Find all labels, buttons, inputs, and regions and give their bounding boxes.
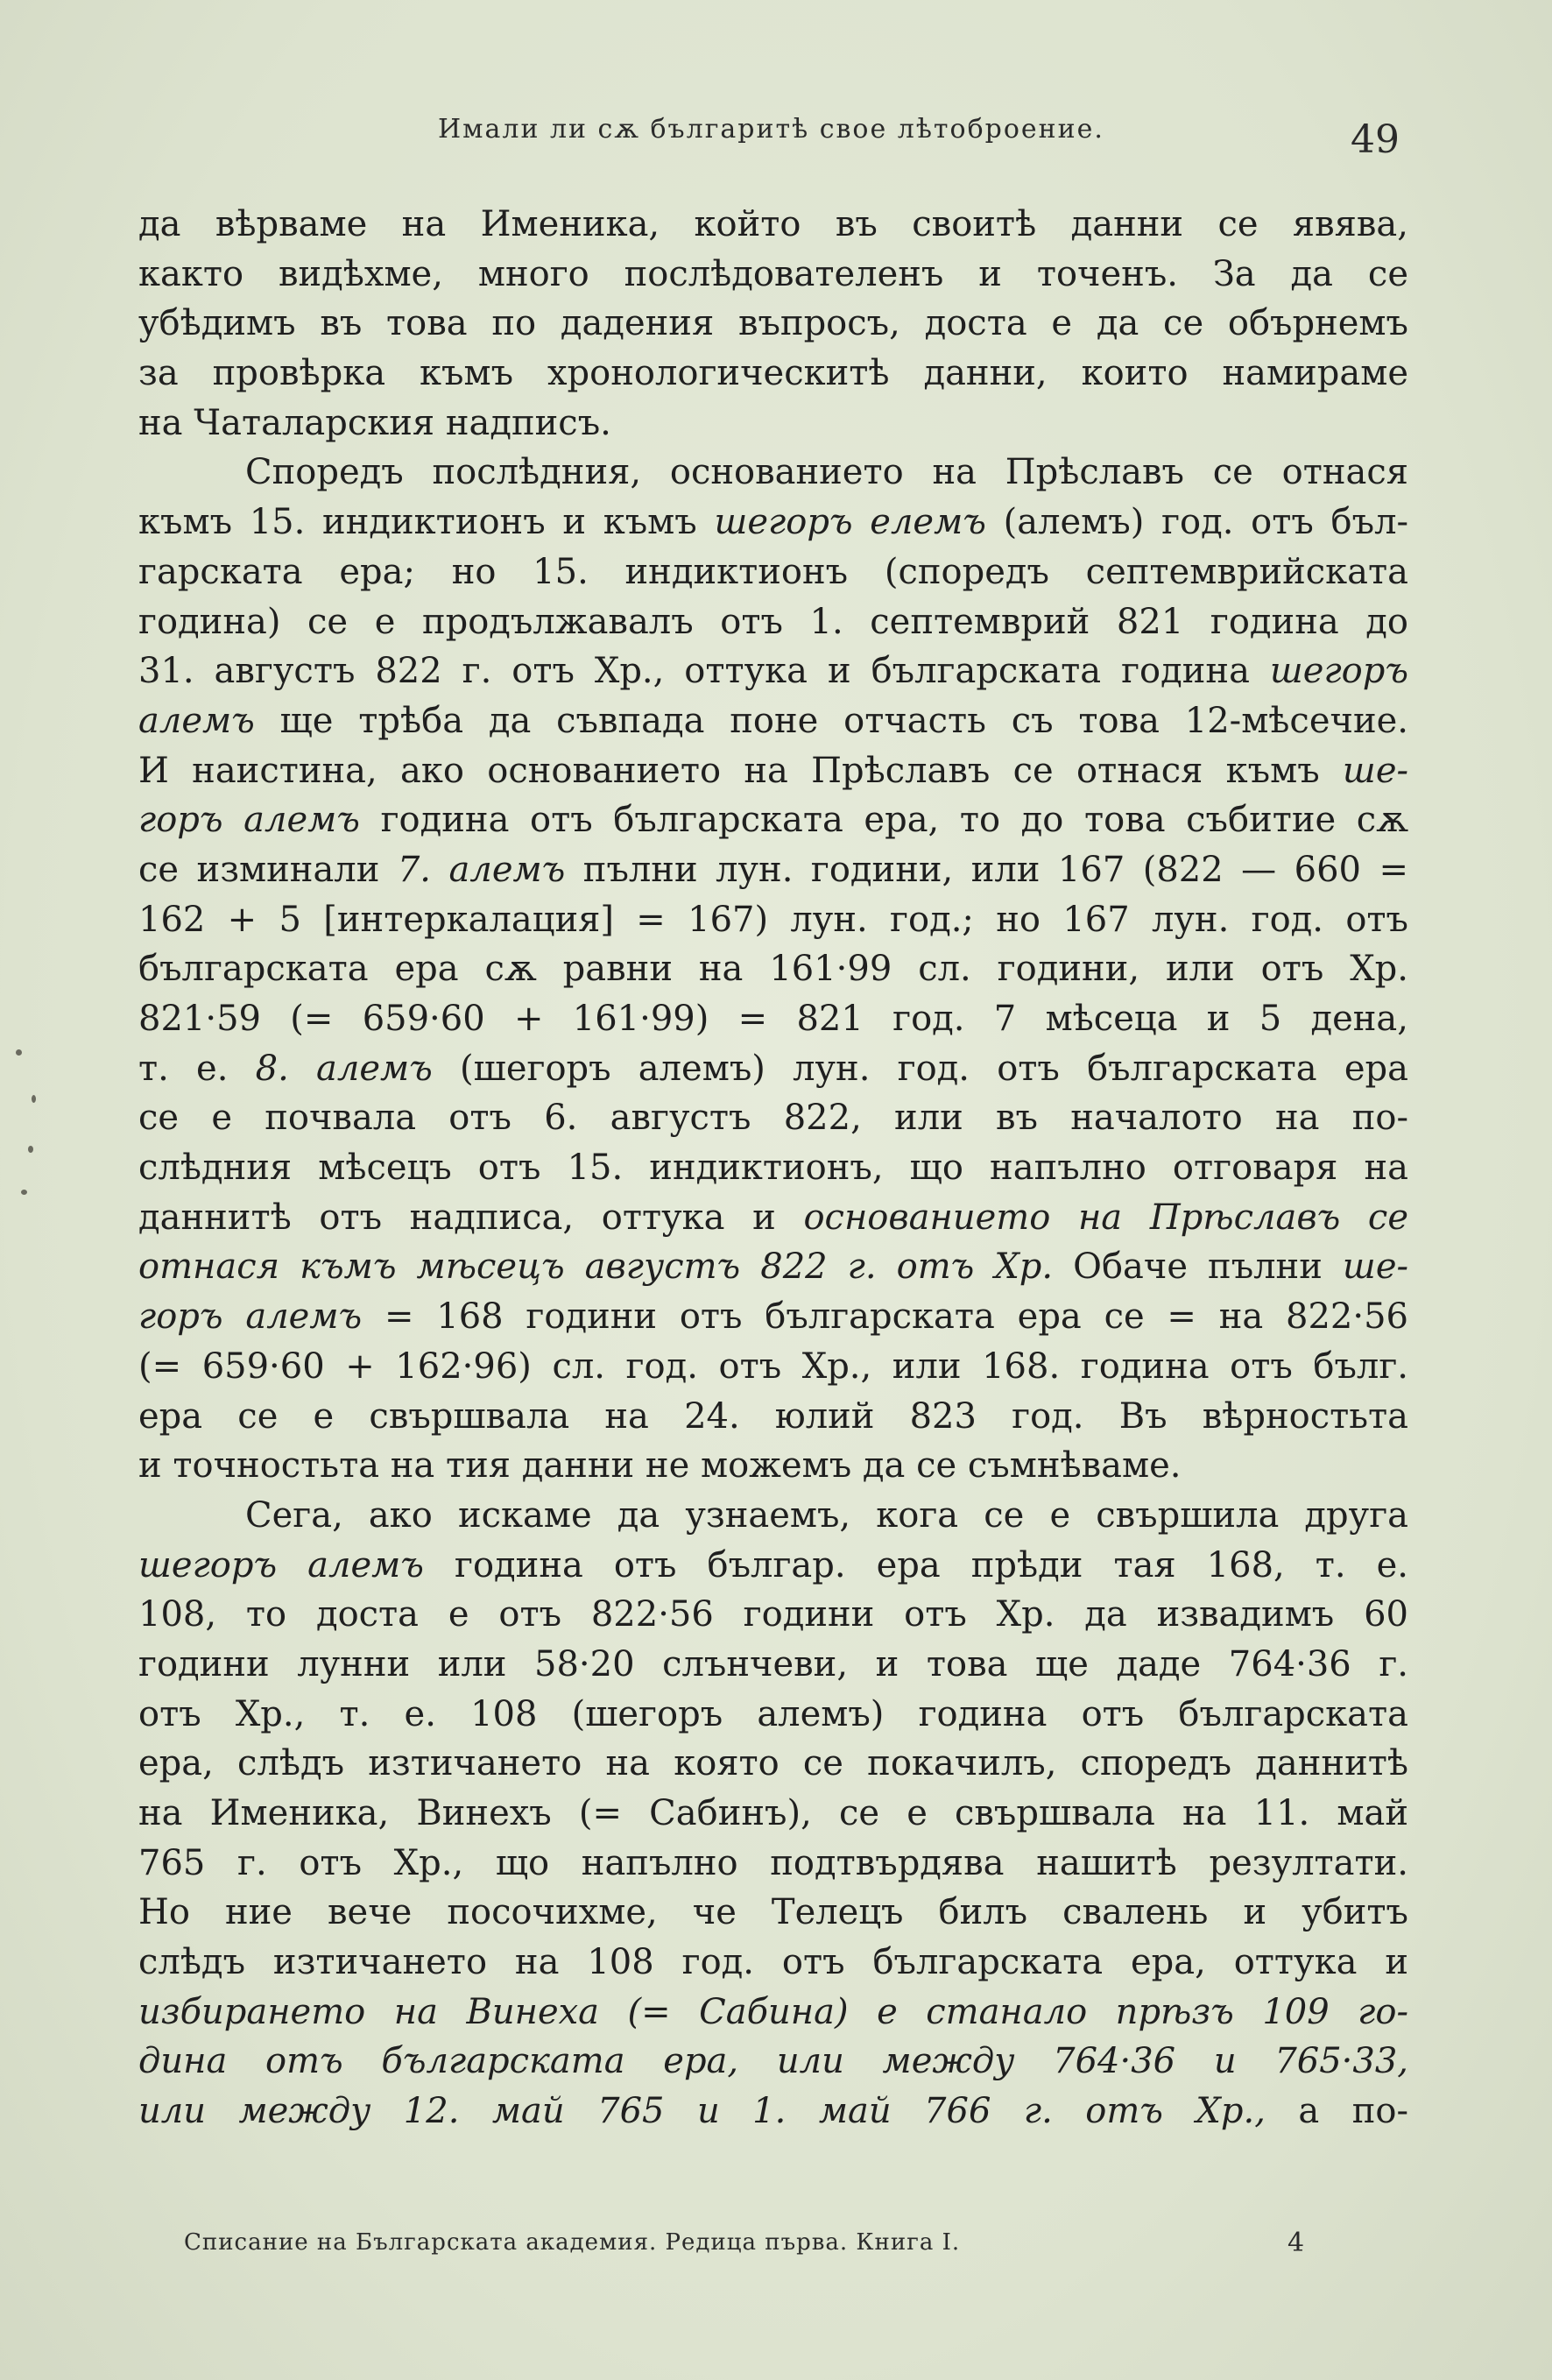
text-line [138, 895, 1408, 945]
text-line [138, 498, 1408, 547]
italic-segment: ше- [1342, 750, 1408, 791]
text-line [138, 448, 1408, 498]
text-line [138, 299, 1408, 349]
text-segment: слѣдния мѣсецъ отъ 15. индиктионъ, що напълно отговаря на [138, 1148, 1408, 1189]
text-segment: ера се е свършвала на 24. юлий 823 год. Въ вѣрностьта [138, 1395, 1408, 1437]
text-line [138, 349, 1408, 399]
text-line [138, 1093, 1408, 1143]
running-title: Имали ли сѫ българитѣ свое лѣтоброение. [438, 114, 1104, 145]
italic-segment: алемъ [138, 700, 255, 741]
text-line [138, 547, 1408, 597]
italic-segment: основанието на Прѣславъ се [803, 1197, 1408, 1238]
text-segment: българската ера сѫ равни на 161·99 сл. години, или отъ Хр. [138, 949, 1408, 990]
text-line [138, 1342, 1408, 1392]
text-segment: а по- [1265, 2091, 1409, 2132]
text-line [138, 597, 1408, 647]
italic-segment: или между 12. май 765 и 1. май 766 г. отъ Хр., [138, 2091, 1266, 2132]
text-line [138, 2087, 1408, 2136]
text-segment: за провѣрка къмъ хронологическитѣ данни, които намираме [138, 353, 1408, 394]
text-segment: (алемъ) год. отъ бъл- [985, 502, 1408, 543]
page-header [140, 103, 1410, 165]
text-line [138, 2037, 1408, 2087]
text-line [138, 1640, 1408, 1690]
margin-specks [9, 1042, 44, 1218]
text-segment: на Чаталарския надписъ. [138, 402, 611, 443]
text-segment: година) се е продължавалъ отъ 1. септемврий 821 година до [138, 601, 1408, 642]
text-segment: гарската ера; но 15. индиктионъ (споредъ септемврийската [138, 551, 1408, 592]
text-segment: 162 + 5 [интеркалация] = 167) лун. год.; но 167 лун. год. отъ [138, 899, 1408, 940]
text-line [138, 1392, 1408, 1442]
text-segment: т. е. [138, 1048, 256, 1089]
italic-segment: шегоръ елемъ [714, 502, 986, 543]
text-segment: Споредъ послѣдния, основанието на Прѣславъ се отнася [245, 452, 1408, 493]
italic-segment: 8. алемъ [255, 1048, 433, 1089]
text-segment: и точностьта на тия данни не можемъ да се съмнѣваме. [138, 1445, 1182, 1487]
text-segment: (шегоръ алемъ) лун. год. отъ българската ера [432, 1048, 1408, 1089]
signature-mark: 4 [1287, 2228, 1305, 2258]
text-line [138, 746, 1408, 796]
text-segment: ще трѣба да съвпада поне отчасть съ това 12-мѣсечие. [254, 700, 1408, 741]
italic-segment: 7. алемъ [397, 849, 566, 890]
text-segment: години лунни или 58·20 слънчеви, и това ще даде 764·36 г. [138, 1643, 1408, 1684]
text-line [138, 1590, 1408, 1640]
text-line [138, 1491, 1408, 1541]
text-line [138, 696, 1408, 746]
text-line [138, 1193, 1408, 1243]
italic-segment: ше- [1342, 1246, 1408, 1288]
text-line [138, 1789, 1408, 1839]
text-line [138, 250, 1408, 300]
text-line [138, 399, 1408, 448]
text-segment: отъ Хр., т. е. 108 (шегоръ алемъ) година отъ българската [138, 1693, 1408, 1734]
text-segment: Обаче пълни [1053, 1246, 1343, 1288]
text-line [138, 200, 1408, 250]
text-line [138, 1988, 1408, 2037]
text-segment: къмъ 15. индиктионъ и къмъ [138, 502, 715, 543]
text-segment: ера, слѣдъ изтичането на която се покачилъ, споредъ даннитѣ [138, 1743, 1408, 1784]
italic-segment: шегоръ [1269, 651, 1408, 692]
text-line [138, 795, 1408, 845]
text-segment: Но ние вече посочихме, че Телецъ билъ свалень и убитъ [138, 1892, 1408, 1933]
italic-segment: дина отъ българската ера, или между 764·36 и 765·33, [138, 2041, 1408, 2082]
text-segment: даннитѣ отъ надписа, оттука и [138, 1197, 804, 1238]
text-line [138, 845, 1408, 895]
text-line [138, 1441, 1408, 1491]
text-line [138, 1888, 1408, 1938]
text-line [138, 1690, 1408, 1740]
text-segment: се е почвала отъ 6. августъ 822, или въ началото на по- [138, 1098, 1408, 1139]
text-segment: убѣдимъ въ това по дадения въпросъ, доста е да се обърнемъ [138, 303, 1408, 344]
text-line [138, 994, 1408, 1044]
text-line [138, 646, 1408, 696]
text-segment: на Именика, Винехъ (= Сабинъ), се е свършвала на 11. май [138, 1793, 1408, 1833]
text-segment: 765 г. отъ Хр., що напълно подтвърдява нашитѣ резултати. [138, 1842, 1408, 1883]
text-line [138, 1044, 1408, 1094]
text-segment: И наистина, ако основанието на Прѣславъ се отнася къмъ [138, 750, 1343, 791]
text-line [138, 1938, 1408, 1988]
page-footer [184, 2229, 1323, 2264]
italic-segment: горъ алемъ [138, 1296, 363, 1338]
text-segment: 108, то доста е отъ 822·56 години отъ Хр. да извадимъ 60 [138, 1594, 1408, 1635]
body-text [138, 200, 1408, 2136]
text-line [138, 1739, 1408, 1789]
text-line [138, 1541, 1408, 1591]
italic-segment: избирането на Винеха (= Сабина) е станало прѣзъ 109 го- [138, 1991, 1408, 2032]
page-number: 49 [1351, 117, 1400, 162]
text-segment: пълни лун. години, или 167 (822 — 660 = [565, 849, 1408, 890]
text-line [138, 944, 1408, 994]
text-segment: 31. августъ 822 г. отъ Хр., оттука и българската година [138, 651, 1270, 692]
text-segment: година отъ българ. ера прѣди тая 168, т. е. [423, 1544, 1408, 1585]
text-segment: Сега, ако искаме да узнаемъ, кога се е свършила друга [245, 1494, 1408, 1536]
italic-segment: отнася къмъ мѣсецъ августъ 822 г. отъ Хр. [138, 1246, 1054, 1288]
text-line [138, 1242, 1408, 1292]
text-segment: както видѣхме, много послѣдователенъ и точенъ. За да се [138, 253, 1408, 294]
italic-segment: горъ алемъ [138, 800, 360, 841]
text-segment: = 168 години отъ българската ера се = на 822·56 [362, 1296, 1408, 1338]
text-segment: се изминали [138, 849, 398, 890]
text-segment: 821·59 (= 659·60 + 161·99) = 821 год. 7 мѣсеца и 5 дена, [138, 999, 1408, 1039]
text-line [138, 1143, 1408, 1193]
text-line [138, 1839, 1408, 1889]
text-segment: да вѣрваме на Именика, който въ своитѣ данни се явява, [138, 204, 1408, 244]
text-line [138, 1292, 1408, 1342]
text-segment: слѣдъ изтичането на 108 год. отъ българската ера, оттука и [138, 1942, 1408, 1983]
text-segment: година отъ българската ера, то до това събитие сѫ [359, 800, 1409, 841]
journal-footer: Списание на Българската академия. Редица първа. Книга I. [184, 2229, 961, 2256]
italic-segment: шегоръ алемъ [138, 1544, 424, 1585]
text-segment: (= 659·60 + 162·96) сл. год. отъ Хр., или 168. година отъ бълг. [138, 1345, 1408, 1387]
